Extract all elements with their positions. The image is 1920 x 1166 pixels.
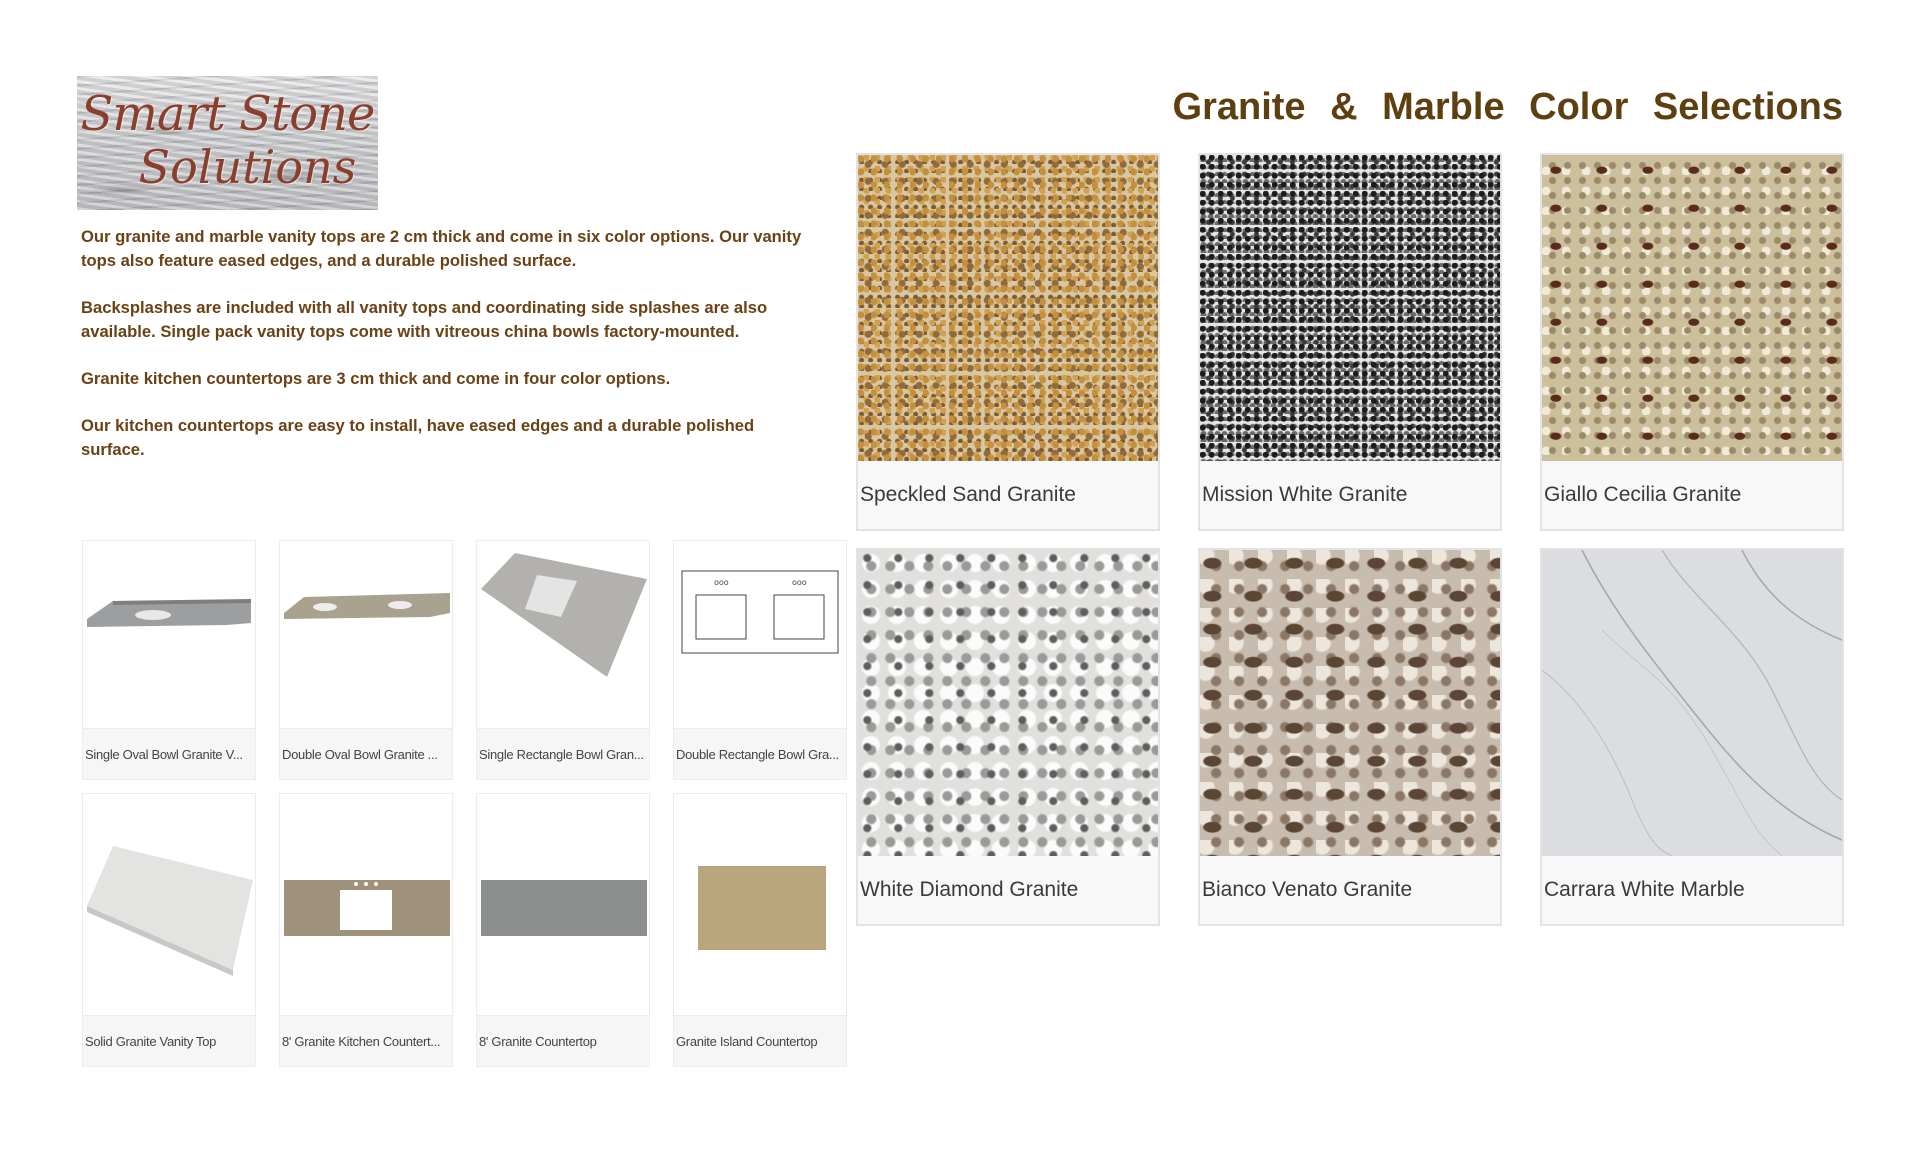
single-oval-vanity-image [83, 541, 255, 729]
island-countertop-image [674, 794, 846, 1016]
color-card-speckled-sand[interactable] [856, 153, 1160, 531]
color-card-white-diamond[interactable] [856, 548, 1160, 926]
color-label: White Diamond Granite [860, 878, 1079, 901]
mission-white-swatch [1200, 155, 1500, 461]
product-tile-kitchen-countertop[interactable] [279, 793, 453, 1067]
product-label: Double Rectangle Bowl Gra... [676, 747, 839, 762]
product-tile-single-rectangle[interactable] [476, 540, 650, 780]
double-oval-vanity-image [280, 541, 452, 729]
speckled-sand-swatch [858, 155, 1158, 461]
product-tile-island-countertop[interactable] [673, 793, 847, 1067]
svg-text:ooo: ooo [792, 578, 807, 587]
svg-text:ooo: ooo [714, 578, 729, 587]
logo-text-line2: Solutions [138, 140, 357, 194]
product-tile-double-rectangle[interactable] [673, 540, 847, 780]
company-logo [77, 76, 378, 210]
color-label: Carrara White Marble [1544, 878, 1745, 901]
product-label: 8' Granite Countertop [479, 1034, 597, 1049]
product-label: Solid Granite Vanity Top [85, 1034, 217, 1049]
carrara-white-swatch [1542, 550, 1842, 856]
color-label: Speckled Sand Granite [860, 483, 1076, 506]
product-label: Double Oval Bowl Granite ... [282, 747, 438, 762]
color-card-mission-white[interactable] [1198, 153, 1502, 531]
product-tile-single-oval[interactable] [82, 540, 256, 780]
color-card-bianco-venato[interactable] [1198, 548, 1502, 926]
intro-paragraph-vanity: Our granite and marble vanity tops are 2 cm thick and come in six color options. Our vanity tops also feature eased edges, and a durable polished surface. [81, 227, 802, 270]
product-tile-double-oval[interactable] [279, 540, 453, 780]
product-label: Granite Island Countertop [676, 1034, 818, 1049]
color-card-giallo-cecilia[interactable] [1540, 153, 1844, 531]
marble-veins [1542, 550, 1842, 856]
color-card-carrara-white[interactable] [1540, 548, 1844, 926]
color-label: Giallo Cecilia Granite [1544, 483, 1742, 506]
intro-paragraph-install: Our kitchen countertops are easy to install, have eased edges and a durable polished surface. [81, 416, 755, 459]
double-rectangle-vanity-image [674, 541, 846, 729]
kitchen-countertop-image [280, 794, 452, 1016]
solid-granite-vanity-image [83, 794, 255, 1016]
product-tile-solid-granite[interactable] [82, 793, 256, 1067]
intro-paragraph-kitchen: Granite kitchen countertops are 3 cm thick and come in four color options. [81, 369, 671, 388]
bianco-venato-swatch [1200, 550, 1500, 856]
intro-text [81, 225, 821, 485]
product-tile-granite-countertop[interactable] [476, 793, 650, 1067]
product-label: Single Oval Bowl Granite V... [85, 747, 243, 762]
single-rectangle-vanity-image [477, 541, 649, 729]
granite-countertop-image [477, 794, 649, 1016]
page-title: Granite & Marble Color Selections [1172, 86, 1843, 128]
product-label: Single Rectangle Bowl Gran... [479, 747, 644, 762]
white-diamond-swatch [858, 550, 1158, 856]
color-label: Bianco Venato Granite [1202, 878, 1413, 901]
giallo-cecilia-swatch [1542, 155, 1842, 461]
color-label: Mission White Granite [1202, 483, 1408, 506]
intro-paragraph-backsplash: Backsplashes are included with all vanity tops and coordinating side splashes are also available. Single pack vanity tops come with vitreous china bowls factory-mounted. [81, 298, 768, 341]
product-label: 8' Granite Kitchen Countert... [282, 1034, 441, 1049]
logo-text-line1: Smart Stone [80, 86, 375, 142]
